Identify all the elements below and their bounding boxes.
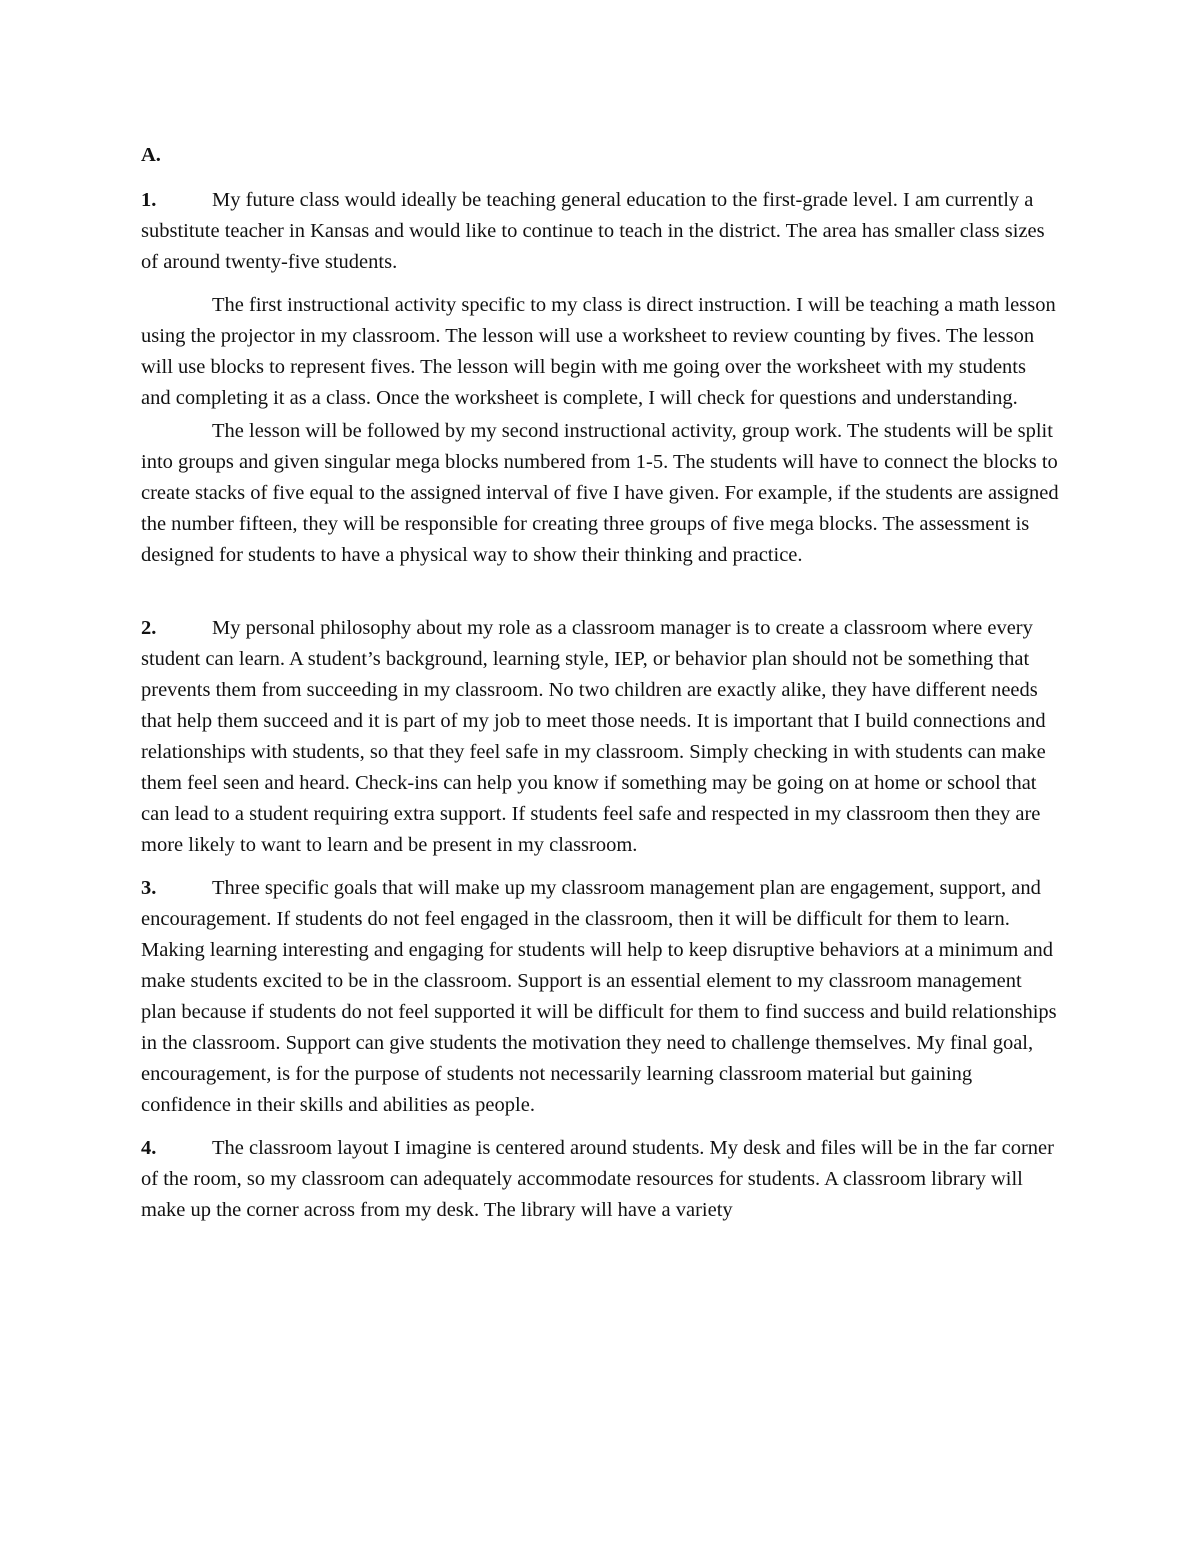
paragraph-text: My future class would ideally be teaching general education to the first-grade level. I am currently a substitute teacher in Kansas and would like to continue to teach in the district. The area has smaller class sizes of around twenty-five students.: [141, 189, 1045, 273]
paragraph-4: [141, 1133, 1059, 1226]
section-heading: A.: [141, 144, 161, 166]
paragraph-number: 1.: [141, 189, 157, 211]
paragraph-number: 3.: [141, 877, 157, 899]
paragraph-text: Three specific goals that will make up my classroom management plan are engagement, support, and encouragement. If students do not feel engaged in the classroom, then it will be difficult for them to learn. Making learning interesting and engaging for students will help to keep disruptive behaviors at a minimum and make students excited to be in the classroom. Support is an essential element to my classroom management plan because if students do not feel supported it will be difficult for them to find success and build relationships in the classroom. Support can give students the motivation they need to challenge themselves. My final goal, encouragement, is for the purpose of students not necessarily learning classroom material but gaining confidence in their skills and abilities as people.: [141, 877, 1057, 1116]
paragraph-number: 2.: [141, 617, 157, 639]
paragraph-direct-instruction: The first instructional activity specific to my class is direct instruction. I will be teaching a math lesson using the projector in my classroom. The lesson will use a worksheet to review counting by fives. The lesson will use blocks to represent fives. The lesson will begin with me going over the worksheet with my students and completing it as a class. Once the worksheet is complete, I will check for questions and understanding.: [141, 294, 1056, 409]
paragraph-3: [141, 873, 1059, 1121]
paragraph-2: [141, 613, 1059, 861]
paragraph-group-work: The lesson will be followed by my second instructional activity, group work. The students will be split into groups and given singular mega blocks numbered from 1-5. The students will have to connect the blocks to create stacks of five equal to the assigned interval of five I have given. For example, if the students are assigned the number fifteen, they will be responsible for creating three groups of five mega blocks. The assessment is designed for students to have a physical way to show their thinking and practice.: [141, 420, 1059, 566]
paragraph-text: My personal philosophy about my role as a classroom manager is to create a classroom where every student can learn. A student’s background, learning style, IEP, or behavior plan should not be something that prevents them from succeeding in my classroom. No two children are exactly alike, they have different needs that help them succeed and it is part of my job to meet those needs. It is important that I build connections and relationships with students, so that they feel safe in my classroom. Simply checking in with students can make them feel seen and heard. Check-ins can help you know if something may be going on at home or school that can lead to a student requiring extra support. If students feel safe and respected in my classroom then they are more likely to want to learn and be present in my classroom.: [141, 617, 1046, 856]
paragraph-text: The classroom layout I imagine is centered around students. My desk and files will be in the far corner of the room, so my classroom can adequately accommodate resources for students. A classroom library will make up the corner across from my desk. The library will have a variety: [141, 1137, 1054, 1221]
paragraph-1: [141, 185, 1059, 278]
document-body: [141, 140, 1059, 1226]
paragraph-number: 4.: [141, 1137, 157, 1159]
